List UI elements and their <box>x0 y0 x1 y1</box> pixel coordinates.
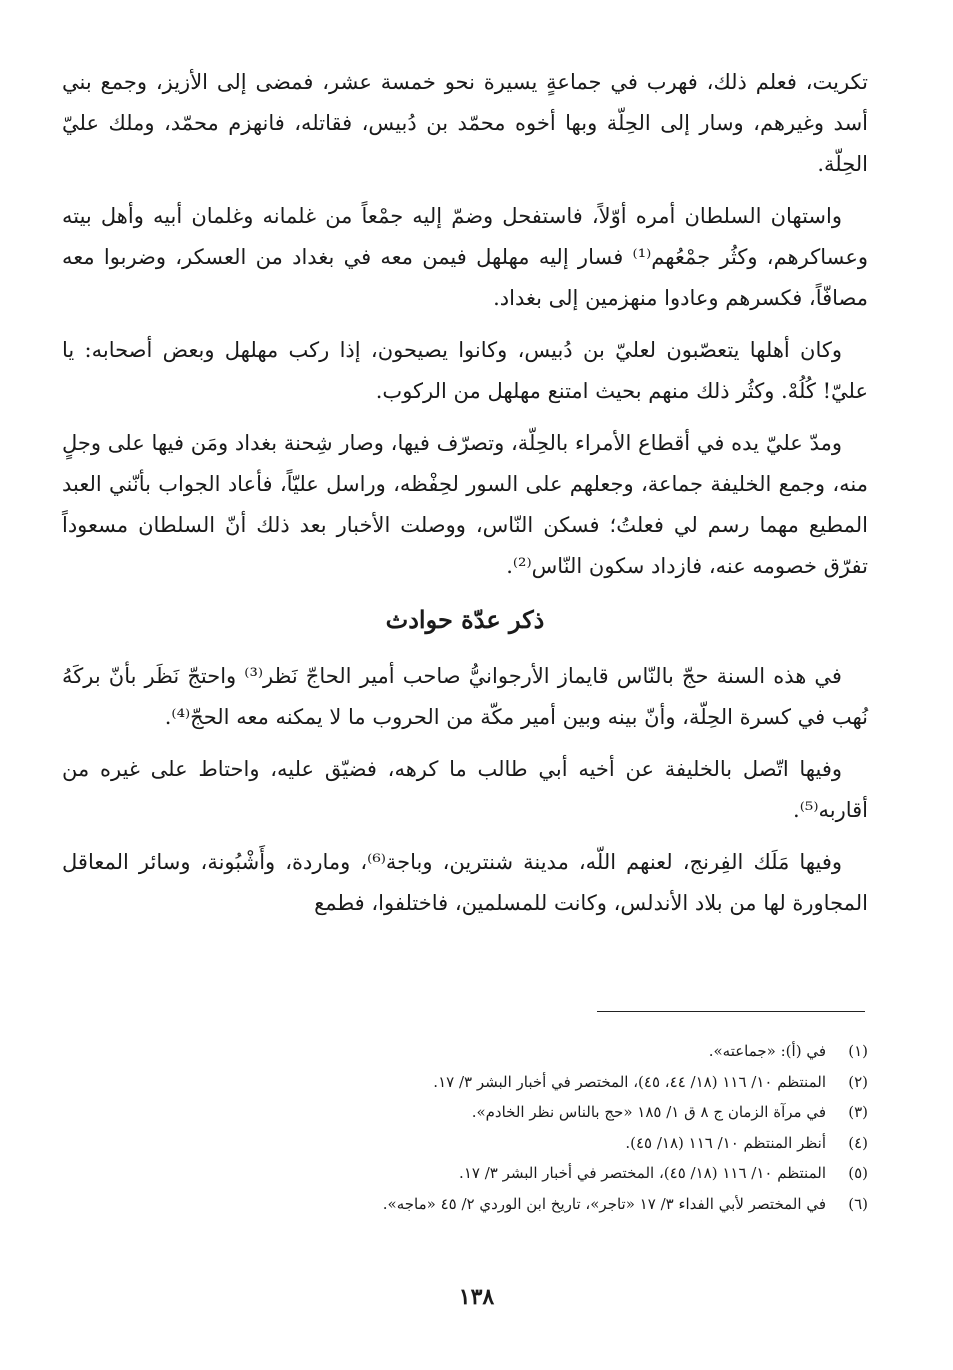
footnote-text: المنتظم ١٠/ ١١٦ (١٨/ ٤٤، ٤٥)، المختصر في أخبار البشر ٣/ ١٧. <box>433 1072 826 1091</box>
footnote <box>150 1128 868 1159</box>
footnote-text: في مرآة الزمان ج ٨ ق ١/ ١٨٥ «حج بالناس نظر الخادم». <box>471 1103 826 1121</box>
footnote <box>150 1036 868 1067</box>
page-number: ١٣٨ <box>458 1284 495 1310</box>
paragraph-4: ومدّ عليّ يده في أقطاع الأمراء بالحِلّة، وتصرّف فيها، وصار شِحنة بغداد ومَن فيها على وجلٍ منه، وجمع الخليفة جماعة، وجعلهم على السور لحِفْظه، وراسل عليّاً، فأعاد الجواب بأنّني العبد المطيع مهما رسم لي فعلتُ؛ فسكن النّاس، ووصلت الأخبار بعد ذلك أنّ السلطان مسعوداً تفرّق خصومه عنه، فازداد سكون النّاس⁽²⁾. <box>62 431 868 578</box>
footnote-text: في (أ): «جماعته». <box>708 1042 826 1060</box>
paragraph-2: واستهان السلطان أمره أوّلاً، فاستفحل وضمّ إليه جمْعاً من غلمانه وغلمان أبيه وأهل بيته وعساكرهم، وكثُر جمْعُهم⁽¹⁾ فسار إليه مهلهل فيمن معه في بغداد من العسكر، وضربوا معه مصافّاً، فكسرهم وعادوا منهزمين إلى بغداد. <box>62 204 869 310</box>
main-text <box>62 62 868 935</box>
paragraph-5: في هذه السنة حجّ بالنّاس قايماز الأرجوانيُّ صاحب أمير الحاجّ نَظر⁽³⁾ واحتجّ نَظَر بأنّ بركَهُ نُهب في كسرة الحِلّة، وأنّ بينه وبين أمير مكّة من الحروب ما لا يمكنه معه الحجّ⁽⁴⁾. <box>62 664 868 729</box>
footnote-number: (٣) <box>848 1103 868 1121</box>
paragraph-7: وفيها مَلَك الفِرنج، لعنهم اللّه، مدينة شنترين، وباجة⁽⁶⁾، وماردة، وأَشْبُونة، وسائر المعاقل المجاورة لها من بلاد الأندلس، وكانت للمسلمين، فاختلفوا، فطمع <box>62 850 868 915</box>
footnote <box>150 1189 868 1220</box>
footnote-number: (١) <box>848 1042 868 1060</box>
footnote-number: (٥) <box>848 1164 868 1182</box>
footnote-number: (٦) <box>848 1194 868 1213</box>
footnote-number: (٢) <box>848 1072 868 1091</box>
footnote <box>150 1097 868 1128</box>
paragraph-6: وفيها اتّصل بالخليفة عن أخيه أبي طالب ما كرهه، فضيّق عليه، واحتاط على غيره من أقاربه⁽⁵⁾. <box>62 757 868 822</box>
section-heading: ذكر عدّة حوادث <box>385 605 545 634</box>
footnote-text: المنتظم ١٠/ ١١٦ (١٨/ ٤٥)، المختصر في أخبار البشر ٣/ ١٧. <box>459 1164 826 1182</box>
footnote <box>150 1158 868 1189</box>
paragraph-3: وكان أهلها يتعصّبون لعليّ بن دُبيس، وكانوا يصيحون، إذا ركب مهلهل وبعض أصحابه: يا عليّ! كُلُهْ. وكثُر ذلك منهم بحيث امتنع مهلهل من الركوب. <box>62 338 868 403</box>
footnotes <box>150 1036 868 1219</box>
footnote-text: في المختصر لأبي الفداء ٣/ ١٧ «تاجر»، تاريخ ابن الوردي ٢/ ٤٥ «ماجه». <box>382 1194 826 1213</box>
paragraph-1: تكريت، فعلم ذلك، فهرب في جماعةٍ يسيرة نحو خمسة عشر، فمضى إلى الأزيز، وجمع بني أسد وغيرهم، وسار إلى الحِلّة وبها أخوه محمّد بن دُبيس، فقاتله، فانهزم محمّد، وملك عليّ الحِلّة. <box>62 70 868 176</box>
footnote-number: (٤) <box>848 1133 868 1152</box>
footnote-divider <box>597 1011 865 1012</box>
footnote <box>150 1067 868 1098</box>
footnote-text: أنظر المنتظم ١٠/ ١١٦ (١٨/ ٤٥). <box>625 1133 826 1152</box>
